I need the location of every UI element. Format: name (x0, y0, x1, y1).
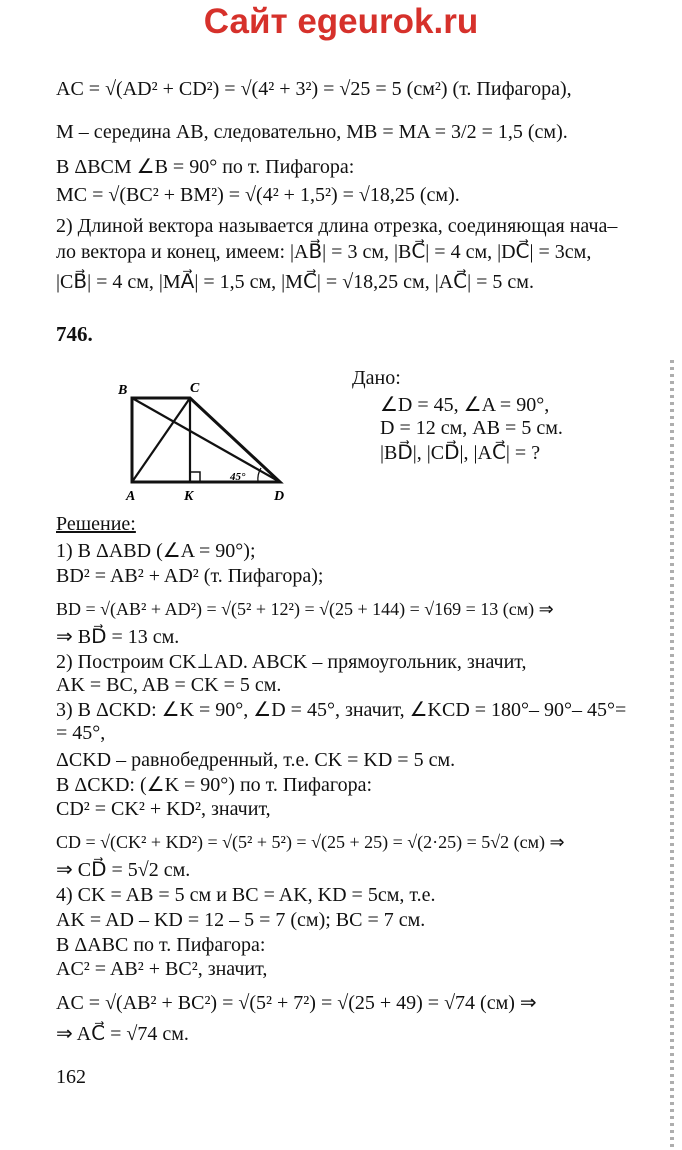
text-line: ло вектора и конец, имеем: |AB⃗| = 3 см, |BC⃗| = 4 см, |DC⃗| = 3см, (56, 241, 592, 263)
solution-line: BD = √(AB² + AD²) = √(5² + 12²) = √(25 + 144) = √169 = 13 (см) ⇒ (56, 599, 554, 619)
text-line: AC = √(AD² + CD²) = √(4² + 3²) = √25 = 5 (см²) (т. Пифагора), (56, 78, 572, 100)
label-d: D (274, 489, 285, 502)
given-title: Дано: (352, 367, 401, 389)
solution-line: CD² = CK² + KD², значит, (56, 798, 271, 820)
problem-number: 746. (56, 322, 93, 346)
label-k: K (184, 489, 194, 502)
text-line: |CB⃗| = 4 см, |MA⃗| = 1,5 см, |MC⃗| = √18,25 см, |AC⃗| = 5 см. (56, 271, 534, 293)
solution-line: CD = √(CK² + KD²) = √(5² + 5²) = √(25 + 25) = √(2·25) = 5√2 (см) ⇒ (56, 832, 565, 852)
solution-line: 1) В ΔABD (∠A = 90°); (56, 540, 256, 562)
solution-line: AK = AD – KD = 12 – 5 = 7 (см); BC = 7 см. (56, 909, 426, 931)
page-number: 162 (56, 1066, 86, 1088)
solution-line: 2) Построим CK⊥AD. ABCK – прямоугольник, значит, (56, 651, 527, 673)
solution-line: AC = √(AB² + BC²) = √(5² + 7²) = √(25 + 49) = √74 (см) ⇒ (56, 992, 537, 1014)
given-line: ∠D = 45, ∠A = 90°, (380, 394, 550, 416)
solution-line: В ΔCKD: (∠K = 90°) по т. Пифагора: (56, 774, 373, 796)
text-line: MC = √(BC² + BM²) = √(4² + 1,5²) = √18,25 (см). (56, 184, 460, 206)
solution-line: 3) В ΔCKD: ∠K = 90°, ∠D = 45°, значит, ∠KCD = 180°– 90°– 45°= (56, 699, 627, 721)
given-line: D = 12 см, AB = 5 см. (380, 417, 563, 439)
solution-line: В ΔABC по т. Пифагора: (56, 934, 266, 956)
solution-line: = 45°, (56, 722, 106, 744)
solution-line: 4) CK = AB = 5 см и BC = AK, KD = 5см, т.е. (56, 884, 436, 906)
scan-edge-artifact (670, 360, 674, 1150)
given-line: |BD⃗|, |CD⃗|, |AC⃗| = ? (380, 442, 541, 464)
solution-line: ⇒ CD⃗ = 5√2 см. (56, 859, 191, 881)
solution-line: ΔCKD – равнобедренный, т.е. CK = KD = 5 см. (56, 749, 456, 771)
solution-line: AK = BC, AB = CK = 5 см. (56, 674, 282, 696)
solution-line: ⇒ AC⃗ = √74 см. (56, 1023, 189, 1045)
solution-title: Решение: (56, 513, 136, 535)
text-line: 2) Длиной вектора называется длина отрезка, соединяющая нача– (56, 215, 618, 237)
trapezoid-figure (118, 376, 300, 502)
text-line: В ΔBCM ∠B = 90° по т. Пифагора: (56, 156, 355, 178)
text-line: M – середина AB, следовательно, MB = MA = 3/2 = 1,5 (см). (56, 121, 568, 143)
site-header: Сайт egeurok.ru (203, 2, 479, 41)
label-c: C (190, 381, 200, 396)
solution-line: AC² = AB² + BC², значит, (56, 958, 268, 980)
solution-line: BD² = AB² + AD² (т. Пифагора); (56, 565, 324, 587)
label-angle: 45° (230, 471, 246, 483)
solution-line: ⇒ BD⃗ = 13 см. (56, 626, 180, 648)
label-a: A (126, 489, 136, 502)
label-b: B (118, 383, 128, 398)
